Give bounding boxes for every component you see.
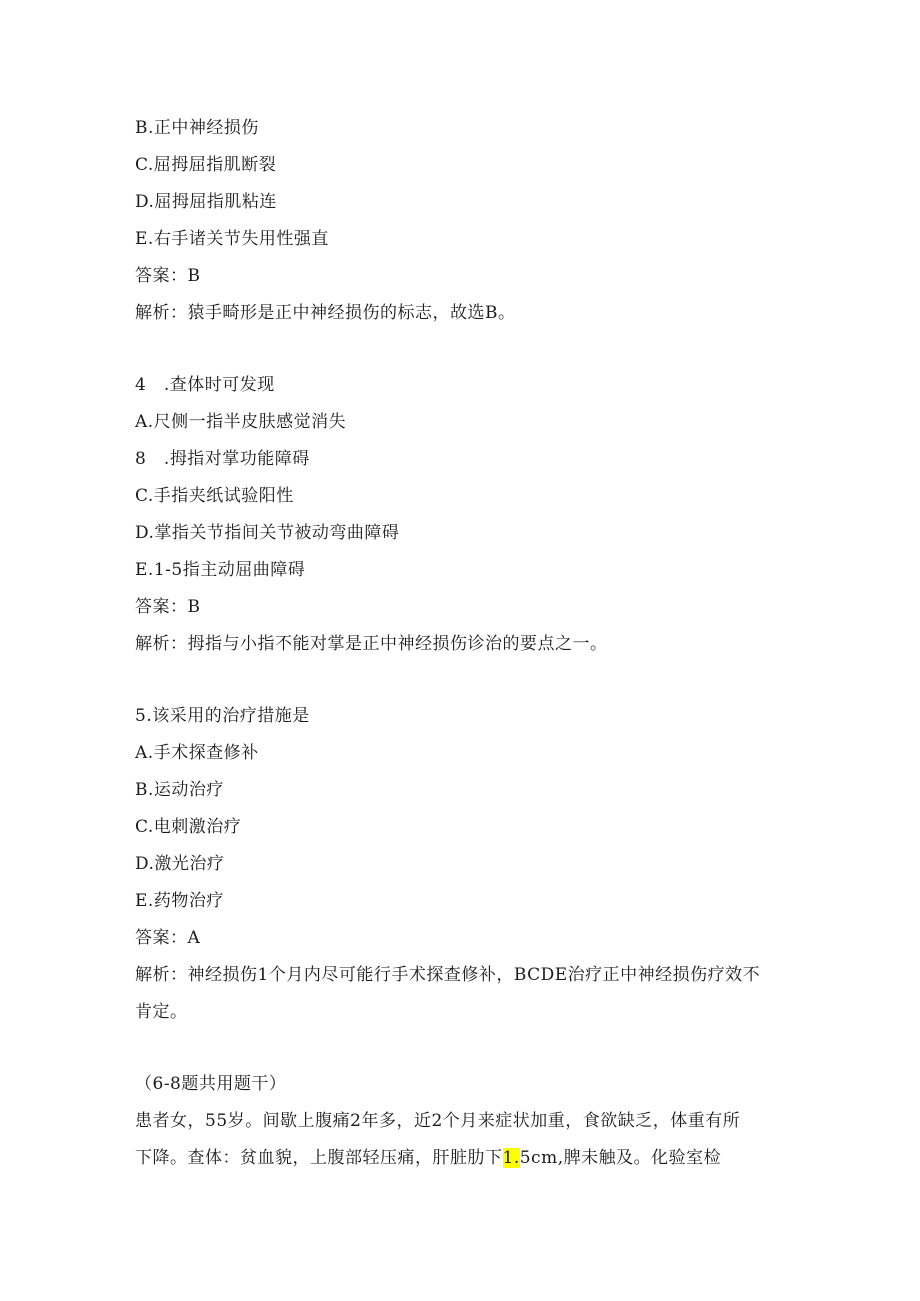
q4-option-e: E.1-5指主动屈曲障碍 (135, 560, 306, 580)
q4-option-c: C.手指夹纸试验阳性 (135, 486, 294, 506)
highlighted-text: 1. (502, 1148, 520, 1168)
q4-answer: 答案：B (135, 597, 201, 617)
q5-option-e: E.药物治疗 (135, 891, 224, 911)
q3-analysis: 解析：猿手畸形是正中神经损伤的标志，故选B。 (135, 303, 516, 323)
q5-option-c: C.电刺激治疗 (135, 817, 242, 837)
q4-option-a: A.尺侧一指半皮肤感觉消失 (135, 412, 347, 432)
q5-stem: 5.该采用的治疗措施是 (135, 706, 310, 726)
q5-analysis-line-2: 肯定。 (135, 1002, 188, 1022)
q5-analysis-line-1: 解析：神经损伤1个月内尽可能行手术探查修补，BCDE治疗正中神经损伤疗效不 (135, 965, 761, 985)
case-line-2-start: 下降。查体：贫血貌，上腹部轻压痛，肝脏肋下 (135, 1148, 503, 1168)
q3-option-b: B.正中神经损伤 (135, 118, 259, 138)
q4-stem: 4 .查体时可发现 (135, 375, 275, 395)
case-line-2 (135, 1147, 795, 1169)
case-line-2-end: 5cm,脾未触及。化验室检 (519, 1148, 722, 1168)
q5-option-b: B.运动治疗 (135, 780, 224, 800)
q5-option-a: A.手术探查修补 (135, 743, 259, 763)
q3-option-c: C.屈拇屈指肌断裂 (135, 155, 277, 175)
q4-option-d: D.掌指关节指间关节被动弯曲障碍 (135, 523, 400, 543)
case-header: （6-8题共用题干） (135, 1074, 287, 1094)
q5-option-d: D.激光治疗 (135, 854, 225, 874)
q4-option-b: 8 .拇指对掌功能障碍 (135, 449, 310, 469)
q3-option-e: E.右手诸关节失用性强直 (135, 229, 329, 249)
case-line-1: 患者女，55岁。间歇上腹痛2年多，近2个月来症状加重，食欲缺乏，体重有所 (135, 1111, 741, 1131)
q3-option-d: D.屈拇屈指肌粘连 (135, 192, 277, 212)
q3-answer: 答案：B (135, 266, 201, 286)
q4-analysis: 解析：拇指与小指不能对掌是正中神经损伤诊治的要点之一。 (135, 634, 608, 654)
q5-answer: 答案：A (135, 928, 201, 948)
